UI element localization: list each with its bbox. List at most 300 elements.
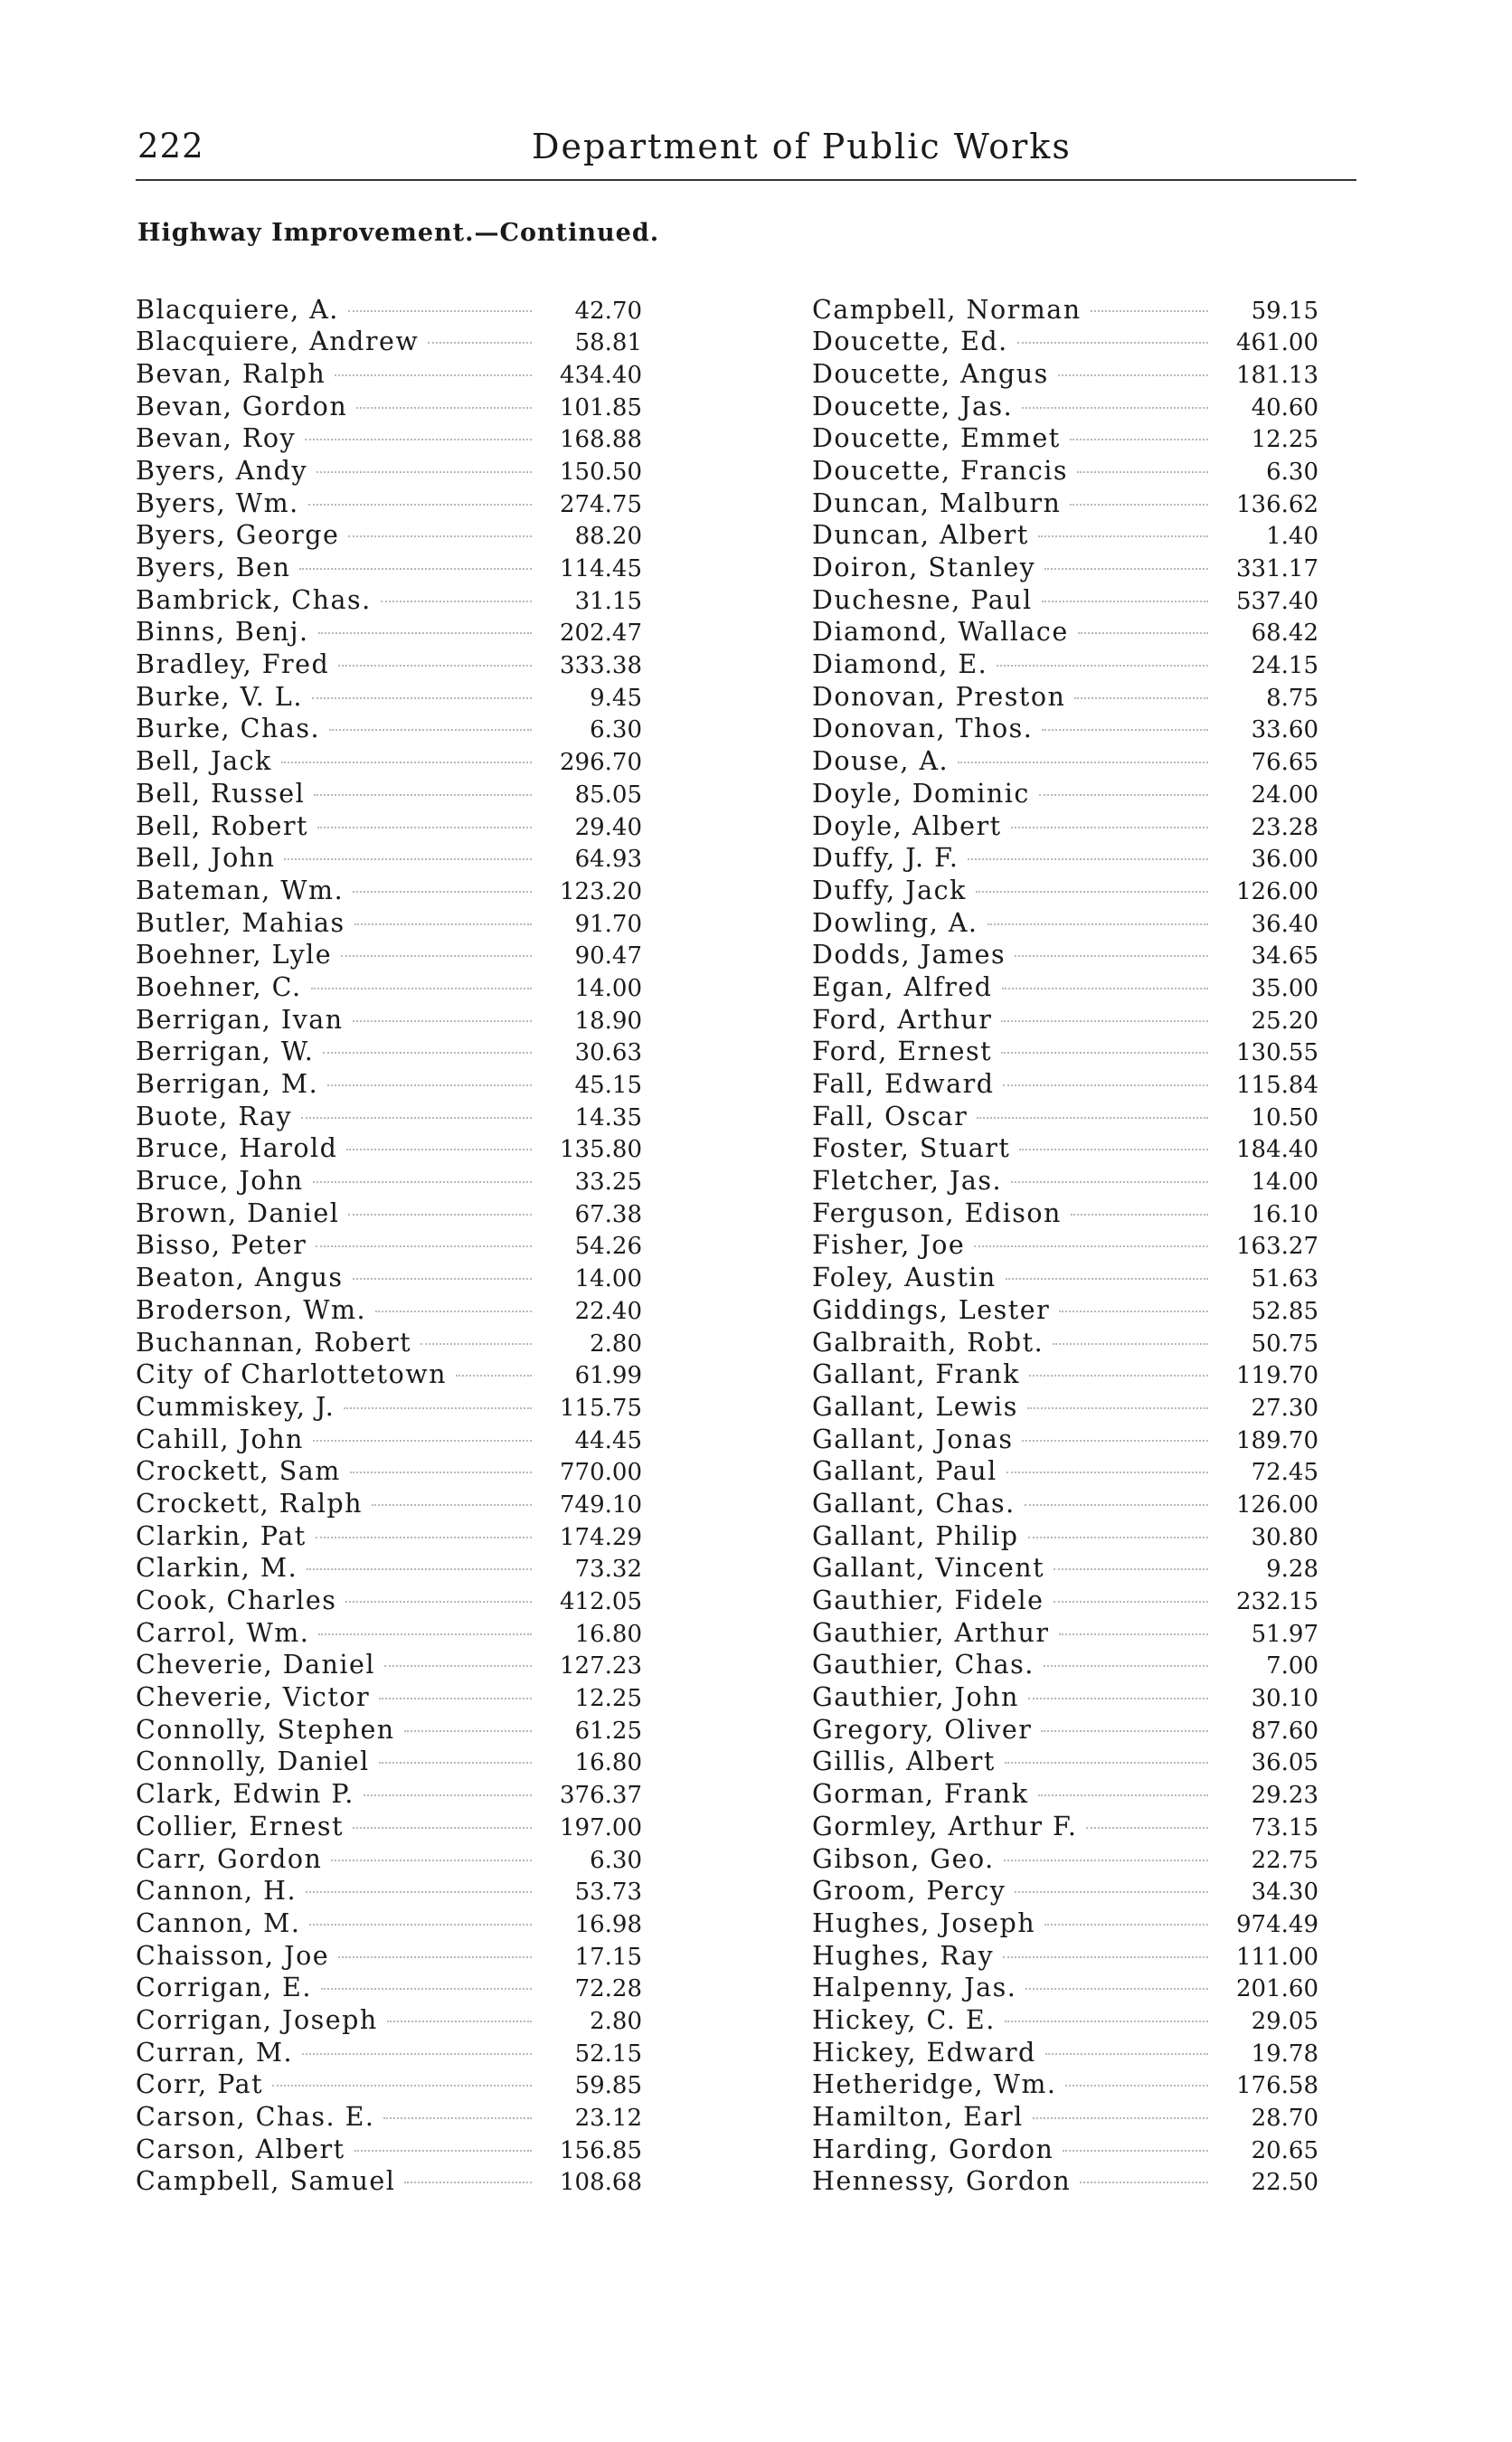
payment-amount: 333.38 [560, 652, 642, 680]
payment-amount: 6.30 [590, 716, 642, 744]
payment-amount: 201.60 [1236, 1975, 1318, 2003]
list-item [812, 581, 1318, 613]
payee-name: Binns, Benj. [136, 617, 309, 648]
dot-leader [354, 2124, 532, 2152]
dot-leader [1058, 348, 1208, 376]
payment-amount: 90.47 [574, 942, 642, 970]
list-item [812, 2163, 1318, 2195]
list-item [136, 1679, 642, 1711]
list-item [136, 2130, 642, 2163]
dot-leader [1054, 1543, 1208, 1571]
payee-name: Byers, George [136, 520, 340, 551]
payment-amount: 9.28 [1266, 1556, 1318, 1584]
payment-amount: 73.32 [574, 1556, 642, 1584]
payment-amount: 202.47 [560, 620, 642, 648]
payee-name: Berrigan, M. [136, 1069, 319, 1099]
dot-leader [968, 833, 1208, 861]
payment-amount: 136.62 [1236, 490, 1318, 518]
payee-name: Campbell, Samuel [136, 2166, 396, 2197]
payee-name: Diamond, Wallace [812, 617, 1069, 648]
dot-leader [1053, 1317, 1208, 1345]
dot-leader [1038, 510, 1208, 538]
payee-name: Doiron, Stanley [812, 553, 1036, 582]
payment-amount: 108.68 [560, 2169, 642, 2197]
payment-amount: 8.75 [1266, 684, 1318, 712]
page-header [136, 127, 1356, 181]
payment-amount: 23.28 [1251, 813, 1318, 841]
dot-leader [1019, 1123, 1208, 1151]
payment-amount: 27.30 [1251, 1394, 1318, 1422]
payee-name: Cook, Charles [136, 1585, 337, 1615]
dot-leader [1059, 1284, 1208, 1312]
payment-amount: 14.00 [574, 1265, 642, 1293]
dot-leader [1002, 961, 1209, 989]
dot-leader [311, 961, 532, 989]
payment-amount: 88.20 [574, 523, 642, 551]
payment-amount: 64.93 [574, 846, 642, 874]
list-item [812, 420, 1318, 452]
list-item [812, 646, 1318, 678]
dot-leader [1003, 1930, 1208, 1958]
dot-leader [1074, 671, 1208, 699]
payment-amount: 52.85 [1251, 1297, 1318, 1325]
dot-leader [305, 413, 532, 441]
payee-name: Bell, Russel [136, 778, 306, 809]
payee-name: Bruce, Harold [136, 1133, 338, 1164]
dot-leader [1028, 1672, 1208, 1700]
payment-amount: 174.29 [560, 1523, 642, 1551]
payee-name: Berrigan, W. [136, 1036, 315, 1067]
list-item [136, 1291, 642, 1323]
payee-name: Bisso, Peter [136, 1230, 307, 1261]
payment-amount: 87.60 [1251, 1717, 1318, 1745]
dot-leader [323, 1027, 532, 1055]
dot-leader [312, 671, 532, 699]
dot-leader [348, 284, 532, 312]
dot-leader [301, 1091, 532, 1119]
payee-name: Doucette, Francis [812, 455, 1069, 486]
payee-name: Hughes, Ray [812, 1940, 995, 1971]
dot-leader [341, 930, 532, 958]
payment-amount: 61.25 [574, 1717, 642, 1745]
payee-name: Hickey, Edward [812, 2037, 1036, 2068]
payee-name: Gallant, Vincent [812, 1553, 1045, 1584]
dot-leader [1011, 800, 1208, 828]
payment-amount: 16.10 [1251, 1200, 1318, 1228]
payment-amount: 135.80 [560, 1136, 642, 1164]
payee-name: Bruce, John [136, 1166, 304, 1197]
payment-amount: 53.73 [574, 1879, 642, 1907]
dot-leader [306, 1866, 532, 1894]
payee-name: Gallant, Philip [812, 1520, 1019, 1551]
payee-name: Gauthier, John [812, 1682, 1019, 1713]
payee-name: Beaton, Angus [136, 1263, 344, 1293]
payee-name: Gallant, Lewis [812, 1391, 1018, 1422]
dot-leader [318, 607, 532, 635]
dot-leader [1039, 768, 1208, 796]
dot-leader [318, 1607, 532, 1635]
payee-name: Gauthier, Chas. [812, 1650, 1035, 1680]
payee-name: City of Charlottetown [136, 1359, 447, 1390]
payment-amount: 36.05 [1251, 1749, 1318, 1777]
dot-leader [1070, 413, 1208, 441]
dot-leader [313, 1156, 532, 1184]
payment-amount: 126.00 [1236, 1491, 1318, 1519]
payee-name: Foster, Stuart [812, 1133, 1011, 1164]
dot-leader [1022, 1414, 1208, 1442]
payee-name: Cheverie, Daniel [136, 1650, 376, 1680]
dot-leader [314, 768, 532, 796]
payee-name: Duffy, Jack [812, 875, 967, 905]
dot-leader [1022, 381, 1208, 409]
payment-amount: 58.81 [574, 329, 642, 357]
dot-leader [404, 2156, 532, 2184]
payment-amount: 12.25 [574, 1685, 642, 1713]
payment-amount: 101.85 [560, 393, 642, 421]
dot-leader [327, 1059, 532, 1087]
payee-name: Hetheridge, Wm. [812, 2069, 1057, 2100]
list-item [812, 1162, 1318, 1195]
payee-name: Cahill, John [136, 1424, 304, 1454]
payment-amount: 974.49 [1236, 1910, 1318, 1938]
payment-amount: 197.00 [560, 1813, 642, 1841]
payment-amount: 14.00 [1251, 1169, 1318, 1197]
payee-name: Duncan, Albert [812, 520, 1029, 551]
dot-leader [375, 1284, 532, 1312]
right-column [812, 290, 1318, 2195]
payment-amount: 412.05 [560, 1588, 642, 1615]
payment-amount: 34.30 [1251, 1879, 1318, 1907]
dot-leader [1006, 1253, 1208, 1281]
payee-name: Gallant, Frank [812, 1359, 1020, 1390]
payment-amount: 6.30 [1266, 458, 1318, 486]
page-title: Department of Public Works [532, 127, 1072, 166]
payee-name: Curran, M. [136, 2037, 294, 2068]
payment-amount: 34.65 [1251, 942, 1318, 970]
payment-amount: 29.23 [1251, 1782, 1318, 1810]
payment-amount: 274.75 [560, 490, 642, 518]
payment-amount: 36.00 [1251, 846, 1318, 874]
dot-leader [1027, 1381, 1208, 1409]
payment-amount: 51.97 [1251, 1620, 1318, 1648]
dot-leader [345, 1576, 532, 1604]
payee-name: Hamilton, Earl [812, 2102, 1024, 2132]
payee-name: Donovan, Preston [812, 681, 1066, 712]
payee-name: Bell, Jack [136, 746, 272, 777]
payee-name: Clark, Edwin P. [136, 1779, 354, 1810]
payee-name: Galbraith, Robt. [812, 1327, 1044, 1358]
dot-leader [1033, 2092, 1208, 2120]
payee-name: Fisher, Joe [812, 1230, 966, 1261]
payment-amount: 68.42 [1251, 620, 1318, 648]
payee-name: Burke, V. L. [136, 681, 303, 712]
payee-name: Cannon, H. [136, 1876, 298, 1907]
payee-name: Byers, Andy [136, 455, 308, 486]
dot-leader [313, 1414, 532, 1442]
payee-name: Diamond, E. [812, 649, 988, 680]
payee-name: Duchesne, Paul [812, 584, 1033, 615]
payment-amount: 296.70 [560, 749, 642, 777]
payment-amount: 17.15 [574, 1943, 642, 1971]
payee-name: Dodds, James [812, 940, 1006, 970]
dot-leader [1029, 1349, 1208, 1377]
dot-leader [1001, 1027, 1208, 1055]
payee-name: Duncan, Malburn [812, 487, 1062, 518]
dot-leader [1080, 2156, 1208, 2184]
payee-name: Butler, Mahias [136, 907, 345, 938]
payment-amount: 331.17 [1236, 555, 1318, 582]
payment-amount: 45.15 [574, 1072, 642, 1099]
payee-name: Carr, Gordon [136, 1843, 323, 1874]
payee-name: Foley, Austin [812, 1263, 997, 1293]
dot-leader [1044, 543, 1208, 571]
payment-amount: 16.98 [574, 1910, 642, 1938]
dot-leader [356, 381, 532, 409]
list-item [812, 387, 1318, 420]
dot-leader [346, 1123, 532, 1151]
dot-leader [1042, 704, 1208, 732]
payment-amount: 30.80 [1251, 1523, 1318, 1551]
payment-amount: 770.00 [560, 1459, 642, 1487]
payee-name: Gorman, Frank [812, 1779, 1029, 1810]
payment-amount: 33.25 [574, 1169, 642, 1197]
payee-name: Gauthier, Arthur [812, 1617, 1050, 1648]
payee-name: Gormley, Arthur F. [812, 1811, 1078, 1841]
payee-name: Connolly, Daniel [136, 1746, 370, 1777]
dot-leader [381, 574, 532, 602]
dot-leader [1070, 478, 1208, 506]
payment-amount: 36.40 [1251, 910, 1318, 938]
payee-name: Broderson, Wm. [136, 1294, 367, 1325]
payment-amount: 163.27 [1236, 1233, 1318, 1261]
dot-leader [350, 1446, 532, 1474]
dot-leader [329, 704, 532, 732]
dot-leader [338, 1930, 532, 1958]
payment-amount: 376.37 [560, 1782, 642, 1810]
dot-leader [379, 1672, 532, 1700]
payment-amount: 2.80 [590, 2007, 642, 2035]
payment-amount: 76.65 [1251, 749, 1318, 777]
dot-leader [1025, 1963, 1208, 1991]
dot-leader [372, 1478, 532, 1506]
dot-leader [383, 2092, 532, 2120]
payment-amount: 28.70 [1251, 2105, 1318, 2132]
payment-amount: 30.10 [1251, 1685, 1318, 1713]
payee-name: Donovan, Thos. [812, 714, 1034, 744]
payment-amount: 67.38 [574, 1200, 642, 1228]
dot-leader [1044, 1898, 1208, 1926]
payment-amount: 85.05 [574, 781, 642, 809]
list-item [136, 290, 642, 323]
payment-amount: 7.00 [1266, 1652, 1318, 1680]
dot-leader [353, 994, 532, 1022]
payment-amount: 52.15 [574, 2040, 642, 2068]
dot-leader [317, 800, 532, 828]
dot-leader [421, 1317, 532, 1345]
dot-leader [353, 1801, 532, 1829]
payee-name: Blacquiere, Andrew [136, 327, 420, 357]
dot-leader [977, 1091, 1208, 1119]
payment-amount: 12.25 [1251, 426, 1318, 454]
dot-leader [1071, 1188, 1208, 1216]
payee-name: Bell, John [136, 843, 276, 874]
dot-leader [344, 1381, 532, 1409]
payee-name: Bambrick, Chas. [136, 584, 372, 615]
payee-name: Cheverie, Victor [136, 1682, 371, 1713]
payee-name: Gregory, Oliver [812, 1714, 1033, 1745]
payee-name: Burke, Chas. [136, 714, 321, 744]
payment-amount: 25.20 [1251, 1007, 1318, 1035]
payee-name: Groom, Percy [812, 1876, 1006, 1907]
payee-name: Boehner, C. [136, 971, 302, 1002]
payee-name: Collier, Ernest [136, 1811, 345, 1841]
payee-name: Gillis, Albert [812, 1746, 996, 1777]
dot-leader [348, 1188, 532, 1216]
payment-amount: 51.63 [1251, 1265, 1318, 1293]
payee-name: Hughes, Joseph [812, 1907, 1036, 1938]
payee-name: Douse, A. [812, 746, 950, 777]
payee-name: Carson, Albert [136, 2134, 345, 2164]
payment-amount: 59.85 [574, 2072, 642, 2100]
payee-name: Corrigan, Joseph [136, 2004, 378, 2035]
payee-name: Doyle, Dominic [812, 778, 1030, 809]
payment-amount: 16.80 [574, 1749, 642, 1777]
payment-amount: 14.35 [574, 1103, 642, 1131]
dot-leader [1045, 2027, 1208, 2055]
payment-amount: 91.70 [574, 910, 642, 938]
dot-leader [316, 1510, 532, 1538]
payment-amount: 156.85 [560, 2136, 642, 2164]
payment-amount: 22.50 [1251, 2169, 1318, 2197]
payee-name: Dowling, A. [812, 907, 978, 938]
dot-leader [1005, 1994, 1208, 2022]
dot-leader [364, 1769, 532, 1797]
dot-leader [1017, 317, 1208, 345]
payment-amount: 29.05 [1251, 2007, 1318, 2035]
dot-leader [1015, 1866, 1208, 1894]
dot-leader [1025, 1478, 1208, 1506]
dot-leader [1065, 2059, 1208, 2087]
dot-leader [1006, 1446, 1208, 1474]
payee-name: Bevan, Gordon [136, 391, 348, 421]
payment-amount: 59.15 [1251, 297, 1318, 325]
payment-amount: 130.55 [1236, 1039, 1318, 1067]
payment-amount: 115.84 [1236, 1072, 1318, 1099]
dot-leader [1041, 1704, 1208, 1732]
payment-amount: 461.00 [1236, 329, 1318, 357]
dot-leader [309, 1898, 532, 1926]
payee-name: Harding, Gordon [812, 2134, 1054, 2164]
payee-name: Bell, Robert [136, 810, 308, 841]
payment-amount: 54.26 [574, 1233, 642, 1261]
payment-amount: 123.20 [560, 877, 642, 905]
payee-name: Buchannan, Robert [136, 1327, 412, 1358]
payment-amount: 119.70 [1236, 1362, 1318, 1390]
dot-leader [976, 865, 1208, 893]
payee-name: Doucette, Jas. [812, 391, 1014, 421]
dot-leader [317, 445, 532, 473]
section-heading: Highway Improvement.—Continued. [137, 219, 660, 247]
payee-name: Fall, Oscar [812, 1101, 969, 1131]
dot-leader [1059, 1607, 1208, 1635]
payee-name: Bevan, Roy [136, 423, 297, 454]
payee-name: Gauthier, Fidele [812, 1585, 1044, 1615]
payee-name: Duffy, J. F. [812, 843, 959, 874]
payment-amount: 176.58 [1236, 2072, 1318, 2100]
dot-leader [338, 639, 532, 667]
payee-name: Hickey, C. E. [812, 2004, 996, 2035]
dot-leader [1005, 1737, 1208, 1765]
payment-amount: 22.40 [574, 1297, 642, 1325]
dot-leader [307, 1543, 532, 1571]
dot-leader [316, 1220, 532, 1248]
payment-amount: 111.00 [1236, 1943, 1318, 1971]
payment-amount: 29.40 [574, 813, 642, 841]
payment-amount: 150.50 [560, 458, 642, 486]
payee-name: Clarkin, Pat [136, 1520, 307, 1551]
payment-amount: 33.60 [1251, 716, 1318, 744]
payment-amount: 126.00 [1236, 877, 1318, 905]
payment-amount: 16.80 [574, 1620, 642, 1648]
list-item [136, 1323, 642, 1356]
payment-amount: 73.15 [1251, 1813, 1318, 1841]
payee-name: Byers, Wm. [136, 487, 299, 518]
payment-amount: 749.10 [560, 1491, 642, 1519]
payment-amount: 168.88 [560, 426, 642, 454]
payment-amount: 72.45 [1251, 1459, 1318, 1487]
payment-amount: 184.40 [1236, 1136, 1318, 1164]
payee-name: Chaisson, Joe [136, 1940, 330, 1971]
list-item [812, 2130, 1318, 2163]
dot-leader [1004, 1833, 1208, 1861]
dot-leader [354, 897, 532, 925]
dot-leader [302, 2027, 532, 2055]
left-column [136, 290, 642, 2195]
dot-leader [974, 1220, 1208, 1248]
dot-leader [384, 1640, 532, 1668]
dot-leader [321, 1963, 532, 1991]
dot-leader [988, 897, 1209, 925]
payment-amount: 1.40 [1266, 523, 1318, 551]
dot-leader [1077, 445, 1208, 473]
dot-leader [1042, 574, 1208, 602]
payee-name: Clarkin, M. [136, 1553, 298, 1584]
payee-name: Cannon, M. [136, 1907, 301, 1938]
payment-amount: 127.23 [560, 1652, 642, 1680]
payee-name: Hennessy, Gordon [812, 2166, 1072, 2197]
payee-name: Egan, Alfred [812, 971, 993, 1002]
payee-name: Campbell, Norman [812, 294, 1082, 325]
payee-name: Corr, Pat [136, 2069, 264, 2100]
payee-name: Crockett, Sam [136, 1456, 341, 1487]
payee-name: Connolly, Stephen [136, 1714, 395, 1745]
payment-amount: 14.00 [574, 974, 642, 1002]
dot-leader [335, 348, 532, 376]
payee-name: Blacquiere, A. [136, 294, 339, 325]
dot-leader [353, 865, 532, 893]
dot-leader [331, 1833, 532, 1861]
payee-name: Boehner, Lyle [136, 940, 333, 970]
payment-amount: 61.99 [574, 1362, 642, 1390]
dot-leader [1038, 1769, 1208, 1797]
dot-leader [1063, 2124, 1208, 2152]
payment-amount: 44.45 [574, 1426, 642, 1454]
list-item [136, 2163, 642, 2195]
payee-name: Carson, Chas. E. [136, 2102, 375, 2132]
dot-leader [348, 510, 532, 538]
payee-name: Bevan, Ralph [136, 358, 326, 389]
payment-amount: 114.45 [560, 555, 642, 582]
